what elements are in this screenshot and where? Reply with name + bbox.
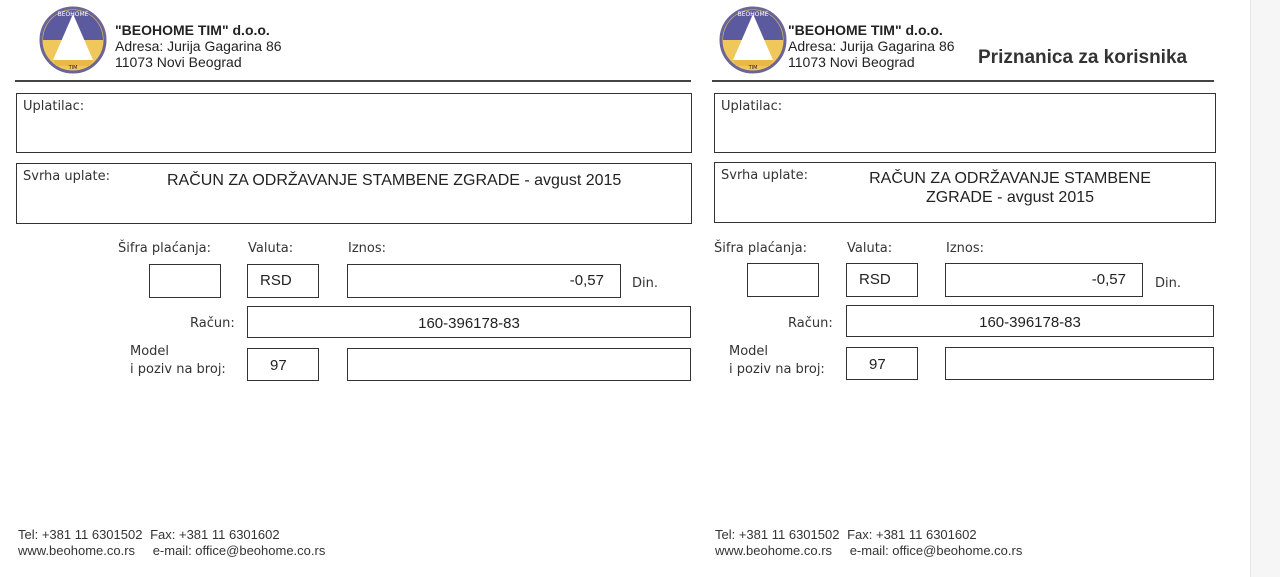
payment-slip-right (698, 0, 1280, 577)
account-label: Račun: (190, 316, 235, 331)
beohome-logo-icon (38, 6, 108, 74)
account-label: Račun: (788, 316, 833, 331)
amount-unit: Din. (1155, 276, 1181, 291)
account-field: 160-396178-83 (846, 305, 1214, 337)
footer-email: e-mail: office@beohome.co.rs (849, 543, 1023, 558)
footer-web: www.beohome.co.rs (715, 543, 833, 558)
reference-number-field (945, 347, 1214, 380)
purpose-text: RAČUN ZA ODRŽAVANJE STAMBENE ZGRADE - avgust 2015 (869, 170, 1151, 206)
purpose-label: Svrha uplate: (721, 168, 808, 183)
payment-code-label: Šifra plaćanja: (714, 241, 808, 256)
reference-number-field (347, 348, 691, 381)
contact-footer (18, 527, 325, 559)
svg-text:BEOHOME: BEOHOME (737, 11, 769, 18)
purpose-label: Svrha uplate: (23, 169, 110, 184)
model-field: 97 (846, 347, 918, 380)
beohome-logo-icon (718, 6, 788, 74)
company-city: 11073 Novi Beograd (115, 54, 242, 70)
payer-box (16, 93, 692, 153)
svg-text:TIM: TIM (68, 65, 78, 71)
model-label-line1: Model (729, 344, 769, 359)
model-field: 97 (247, 348, 319, 381)
amount-field: -0,57 (945, 263, 1143, 297)
currency-label: Valuta: (847, 241, 893, 256)
model-label-line2: i poziv na broj: (130, 362, 226, 377)
payer-label: Uplatilac: (721, 99, 783, 114)
company-info (115, 22, 282, 70)
amount-unit: Din. (632, 276, 658, 291)
company-name: "BEOHOME TIM" d.o.o. (115, 22, 270, 38)
company-address: Adresa: Jurija Gagarina 86 (115, 38, 282, 54)
account-field: 160-396178-83 (247, 306, 691, 338)
amount-label: Iznos: (946, 241, 985, 256)
model-label-line1: Model (130, 344, 170, 359)
currency-field: RSD (247, 264, 319, 298)
company-city: 11073 Novi Beograd (788, 54, 915, 70)
header-divider (712, 80, 1214, 82)
currency-field: RSD (846, 263, 918, 297)
purpose-text: RAČUN ZA ODRŽAVANJE STAMBENE ZGRADE - avgust 2015 (167, 172, 622, 189)
company-name: "BEOHOME TIM" d.o.o. (788, 22, 943, 38)
company-info (788, 22, 955, 70)
footer-tel: Tel: +381 11 6301502 (18, 527, 143, 542)
svg-text:BEOHOME: BEOHOME (57, 11, 89, 18)
currency-label: Valuta: (248, 241, 294, 256)
receipt-title: Priznanica za korisnika (978, 47, 1188, 68)
payment-code-label: Šifra plaćanja: (118, 241, 212, 256)
payment-code-field (747, 263, 819, 297)
company-address: Adresa: Jurija Gagarina 86 (788, 38, 955, 54)
amount-label: Iznos: (348, 241, 387, 256)
purpose-box (714, 162, 1216, 223)
footer-fax: Fax: +381 11 6301602 (847, 527, 977, 542)
purpose-box (16, 163, 692, 224)
footer-tel: Tel: +381 11 6301502 (715, 527, 840, 542)
payment-code-field (149, 264, 221, 298)
footer-fax: Fax: +381 11 6301602 (150, 527, 280, 542)
payer-box (714, 93, 1216, 153)
svg-text:TIM: TIM (748, 65, 758, 71)
contact-footer (715, 527, 1022, 559)
amount-field: -0,57 (347, 264, 621, 298)
footer-email: e-mail: office@beohome.co.rs (152, 543, 326, 558)
header-divider (15, 80, 691, 82)
payer-label: Uplatilac: (23, 99, 85, 114)
model-label-line2: i poziv na broj: (729, 362, 825, 377)
footer-web: www.beohome.co.rs (18, 543, 136, 558)
